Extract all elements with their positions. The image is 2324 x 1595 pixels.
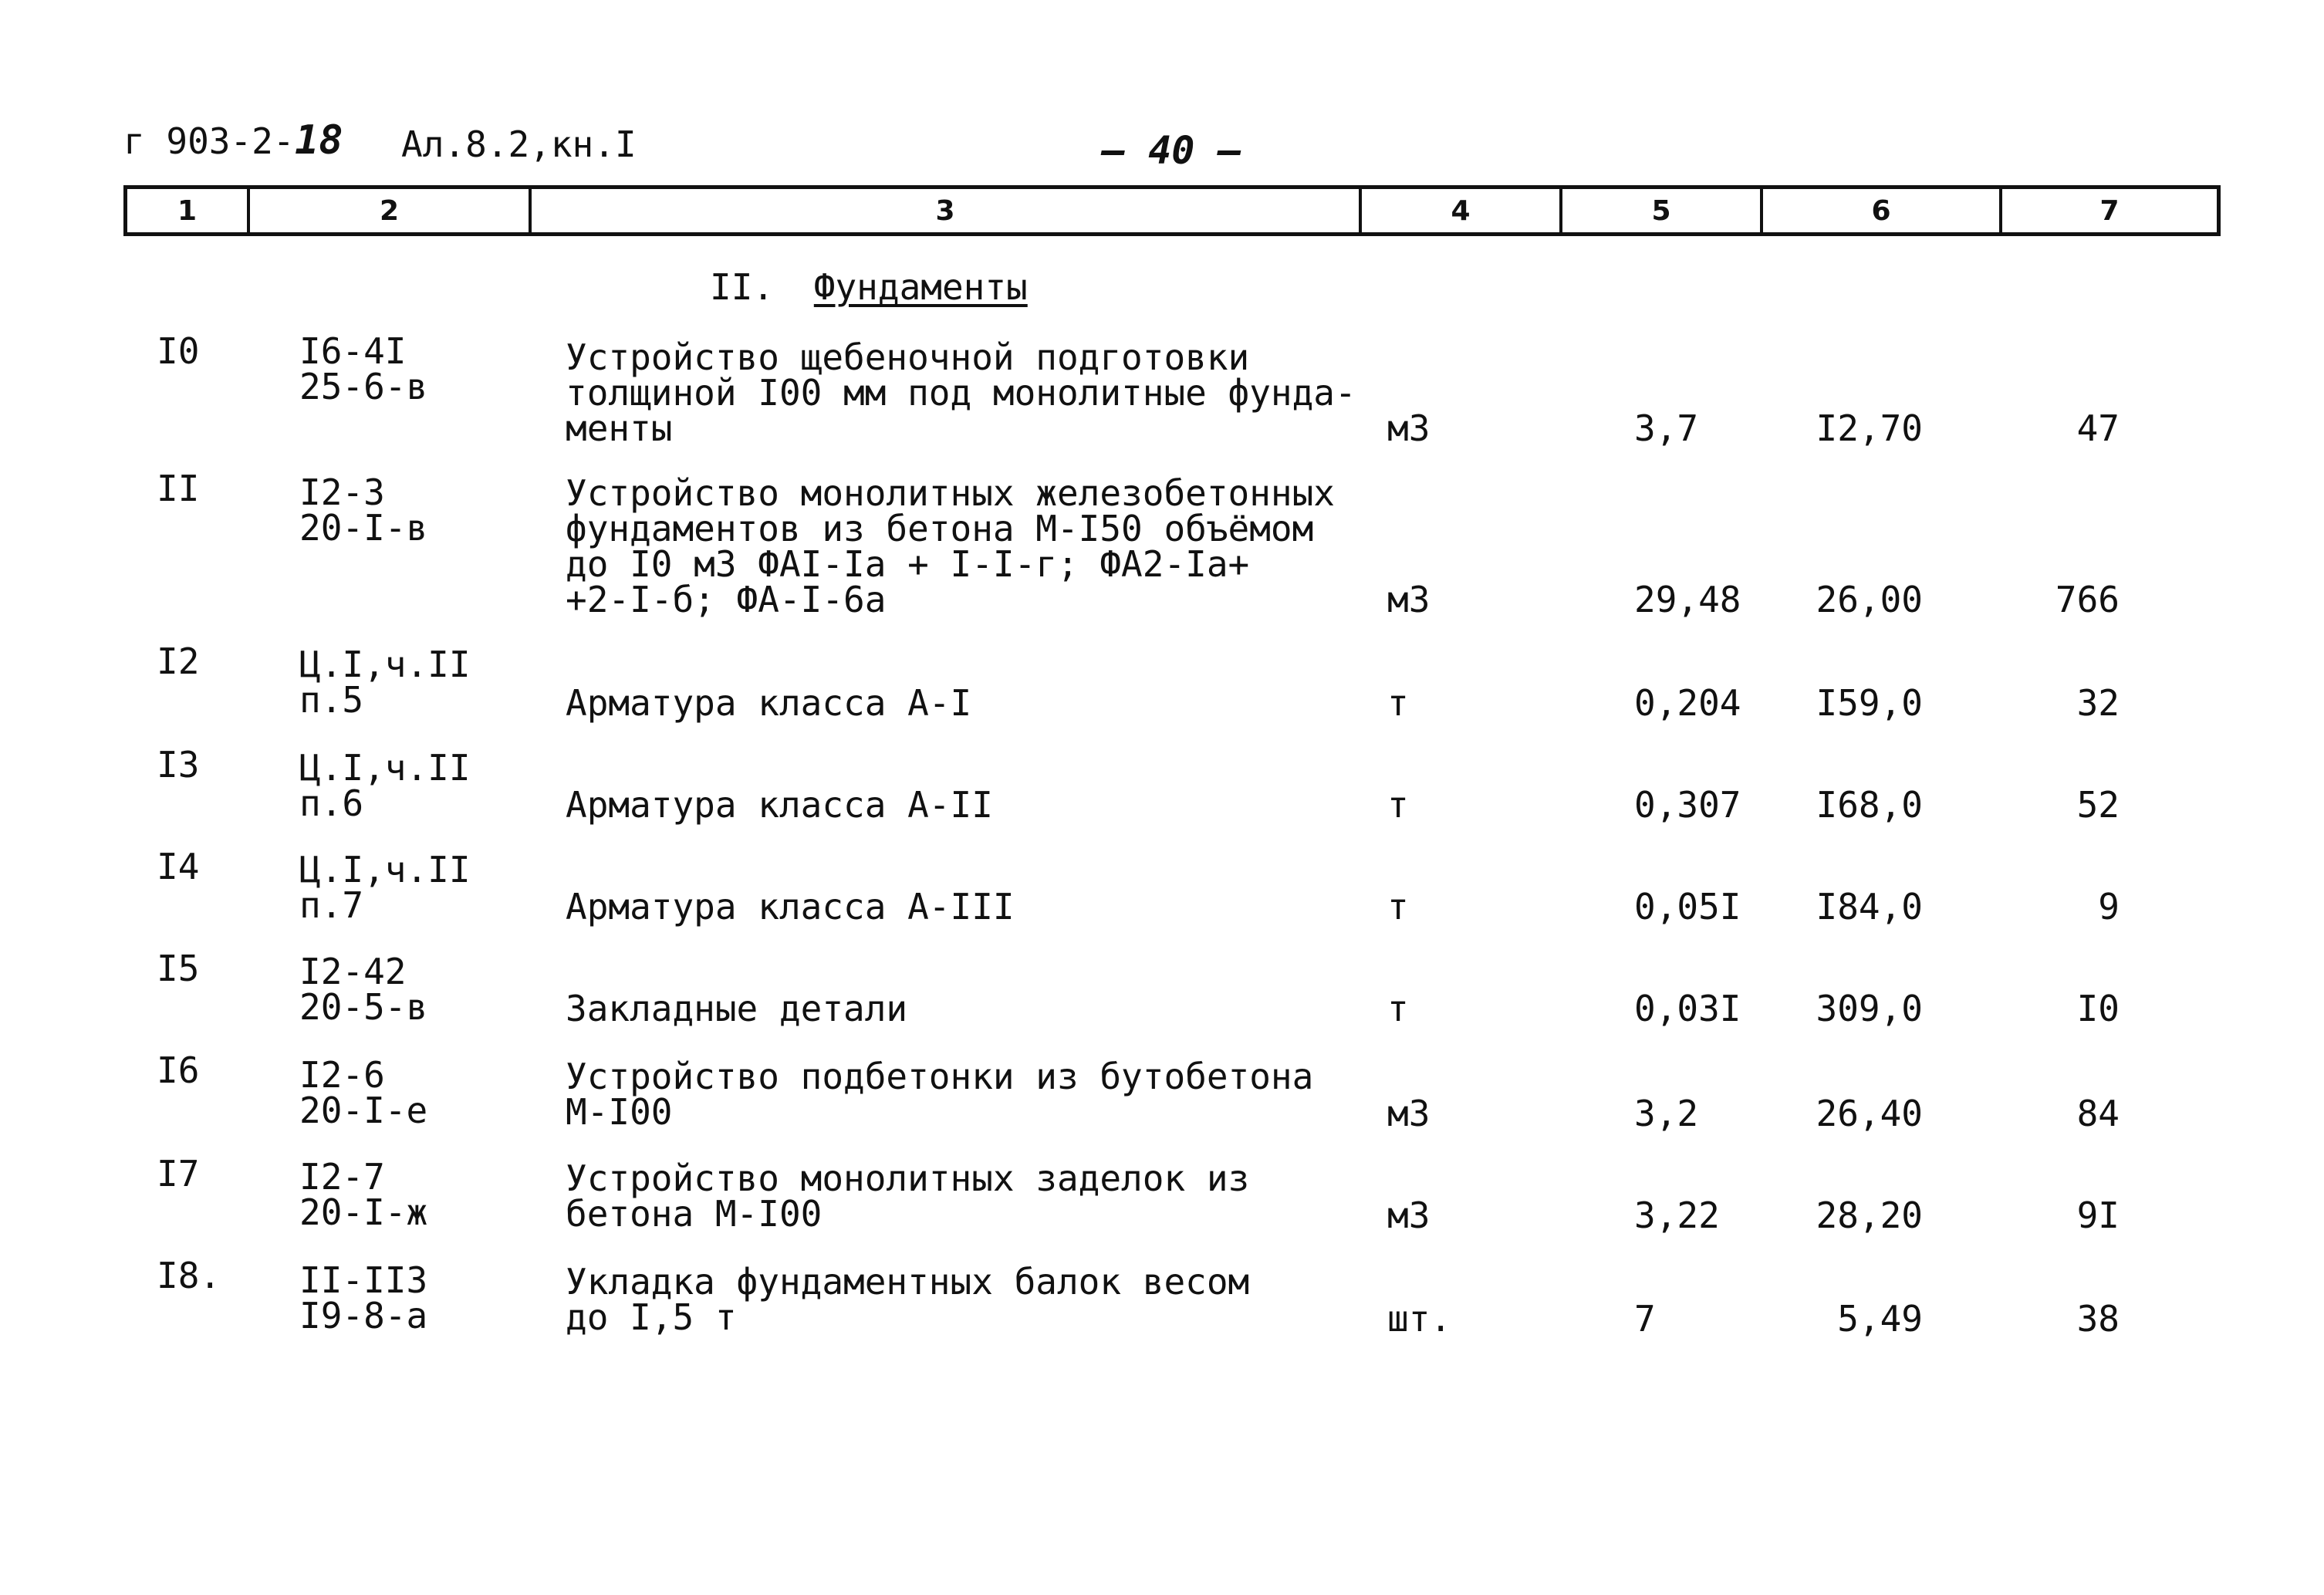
row-code-line: II-II3: [299, 1259, 428, 1301]
row-description-line: Устройство щебеночной подготовки: [566, 336, 1250, 378]
section-number: II.: [710, 266, 775, 308]
row-description-line: до I,5 т: [566, 1296, 737, 1338]
row-description-line: бетона М-I00: [566, 1193, 823, 1235]
section-heading: [710, 266, 1028, 308]
document-code-handwritten: 18: [295, 117, 343, 164]
row-description-line: менты: [566, 407, 673, 449]
column-header-7: 7: [2099, 194, 2120, 227]
row-description-line: Арматура класса А-III: [566, 886, 1015, 928]
row-total: 766: [2055, 579, 2120, 620]
row-quantity: 3,22: [1634, 1195, 1720, 1236]
row-unit-price: 26,00: [1816, 579, 1923, 620]
row-number: I4: [157, 846, 200, 887]
row-code-line: 20-I-в: [299, 507, 428, 549]
page-number: — 40 —: [1102, 128, 1241, 173]
column-header-row: [123, 185, 2221, 236]
row-number: I7: [157, 1153, 200, 1195]
row-quantity: 29,48: [1634, 579, 1741, 620]
row-unit-price: 28,20: [1816, 1195, 1923, 1236]
column-header-1: 1: [177, 194, 198, 227]
document-code: г 903-2-: [123, 120, 295, 162]
section-title: Фундаменты: [813, 266, 1028, 308]
album-reference: Ал.8.2,кн.I: [401, 123, 637, 165]
row-total: 38: [2076, 1298, 2120, 1340]
column-header-2: 2: [379, 194, 400, 227]
row-code-line: I2-42: [299, 951, 407, 992]
row-description-line: Укладка фундаментных балок весом: [566, 1261, 1250, 1303]
column-header-4: 4: [1451, 194, 1471, 227]
row-total: 9I: [2076, 1195, 2120, 1236]
row-total: 47: [2076, 407, 2120, 449]
row-total: I0: [2076, 988, 2120, 1029]
row-code-line: Ц.I,ч.II: [299, 747, 471, 789]
row-unit: шт.: [1387, 1298, 1452, 1340]
row-quantity: 7: [1634, 1298, 1656, 1340]
column-header-6: 6: [1871, 194, 1891, 227]
row-unit: м3: [1387, 579, 1431, 620]
row-unit-price: I68,0: [1816, 784, 1923, 826]
row-description-line: Арматура класса А-I: [566, 682, 972, 724]
row-code-line: I2-6: [299, 1054, 385, 1096]
row-number: II: [157, 468, 200, 509]
row-total: 32: [2076, 682, 2120, 724]
row-unit-price: 26,40: [1816, 1093, 1923, 1134]
row-code-line: I2-7: [299, 1156, 385, 1198]
row-unit-price: I59,0: [1816, 682, 1923, 724]
row-quantity: 3,2: [1634, 1093, 1699, 1134]
row-code-line: Ц.I,ч.II: [299, 644, 471, 685]
column-header-5: 5: [1651, 194, 1671, 227]
row-code-line: I9-8-а: [299, 1295, 428, 1336]
row-quantity: 0,204: [1634, 682, 1741, 724]
row-unit: м3: [1387, 407, 1431, 449]
row-number: I2: [157, 640, 200, 682]
row-unit: т: [1387, 682, 1409, 724]
row-number: I0: [157, 330, 200, 372]
row-number: I5: [157, 948, 200, 989]
row-description-line: Устройство подбетонки из бутобетона: [566, 1056, 1314, 1097]
row-description-line: Устройство монолитных железобетонных: [566, 472, 1335, 514]
row-description-line: М-I00: [566, 1091, 673, 1133]
row-unit: т: [1387, 988, 1409, 1029]
row-description-line: до I0 м3 ФАI-Iа + I-I-г; ФА2-Iа+: [566, 543, 1250, 585]
column-header-3: 3: [935, 194, 955, 227]
row-number: I8.: [157, 1255, 221, 1296]
row-quantity: 0,03I: [1634, 988, 1741, 1029]
row-code-line: п.7: [299, 884, 364, 926]
row-description-line: Устройство монолитных заделок из: [566, 1157, 1250, 1199]
row-description-line: Арматура класса А-II: [566, 784, 993, 826]
row-total: 84: [2076, 1093, 2120, 1134]
row-unit: т: [1387, 784, 1409, 826]
row-quantity: 0,05I: [1634, 886, 1741, 928]
row-unit-price: I84,0: [1816, 886, 1923, 928]
row-number: I6: [157, 1049, 200, 1091]
row-description-line: фундаментов из бетона М-I50 объёмом: [566, 508, 1314, 549]
row-total: 52: [2076, 784, 2120, 826]
row-description-line: +2-I-б; ФА-I-6а: [566, 579, 887, 620]
row-code-line: 20-I-ж: [299, 1191, 428, 1233]
row-quantity: 0,307: [1634, 784, 1741, 826]
row-code-line: I6-4I: [299, 330, 407, 372]
row-unit-price: I2,70: [1816, 407, 1923, 449]
row-unit-price: 5,49: [1837, 1298, 1923, 1340]
row-total: 9: [2098, 886, 2120, 928]
row-number: I3: [157, 744, 200, 786]
row-unit: т: [1387, 886, 1409, 928]
row-code-line: Ц.I,ч.II: [299, 849, 471, 890]
row-quantity: 3,7: [1634, 407, 1699, 449]
row-code-line: 25-6-в: [299, 366, 428, 407]
row-unit: м3: [1387, 1195, 1431, 1236]
row-description-line: толщиной I00 мм под монолитные фунда-: [566, 372, 1356, 414]
row-code-line: п.5: [299, 679, 364, 721]
row-code-line: I2-3: [299, 471, 385, 513]
row-description-line: Закладные детали: [566, 988, 908, 1029]
row-unit: м3: [1387, 1093, 1431, 1134]
row-code-line: 20-5-в: [299, 986, 428, 1028]
row-unit-price: 309,0: [1816, 988, 1923, 1029]
row-code-line: 20-I-е: [299, 1090, 428, 1131]
row-code-line: п.6: [299, 782, 364, 824]
